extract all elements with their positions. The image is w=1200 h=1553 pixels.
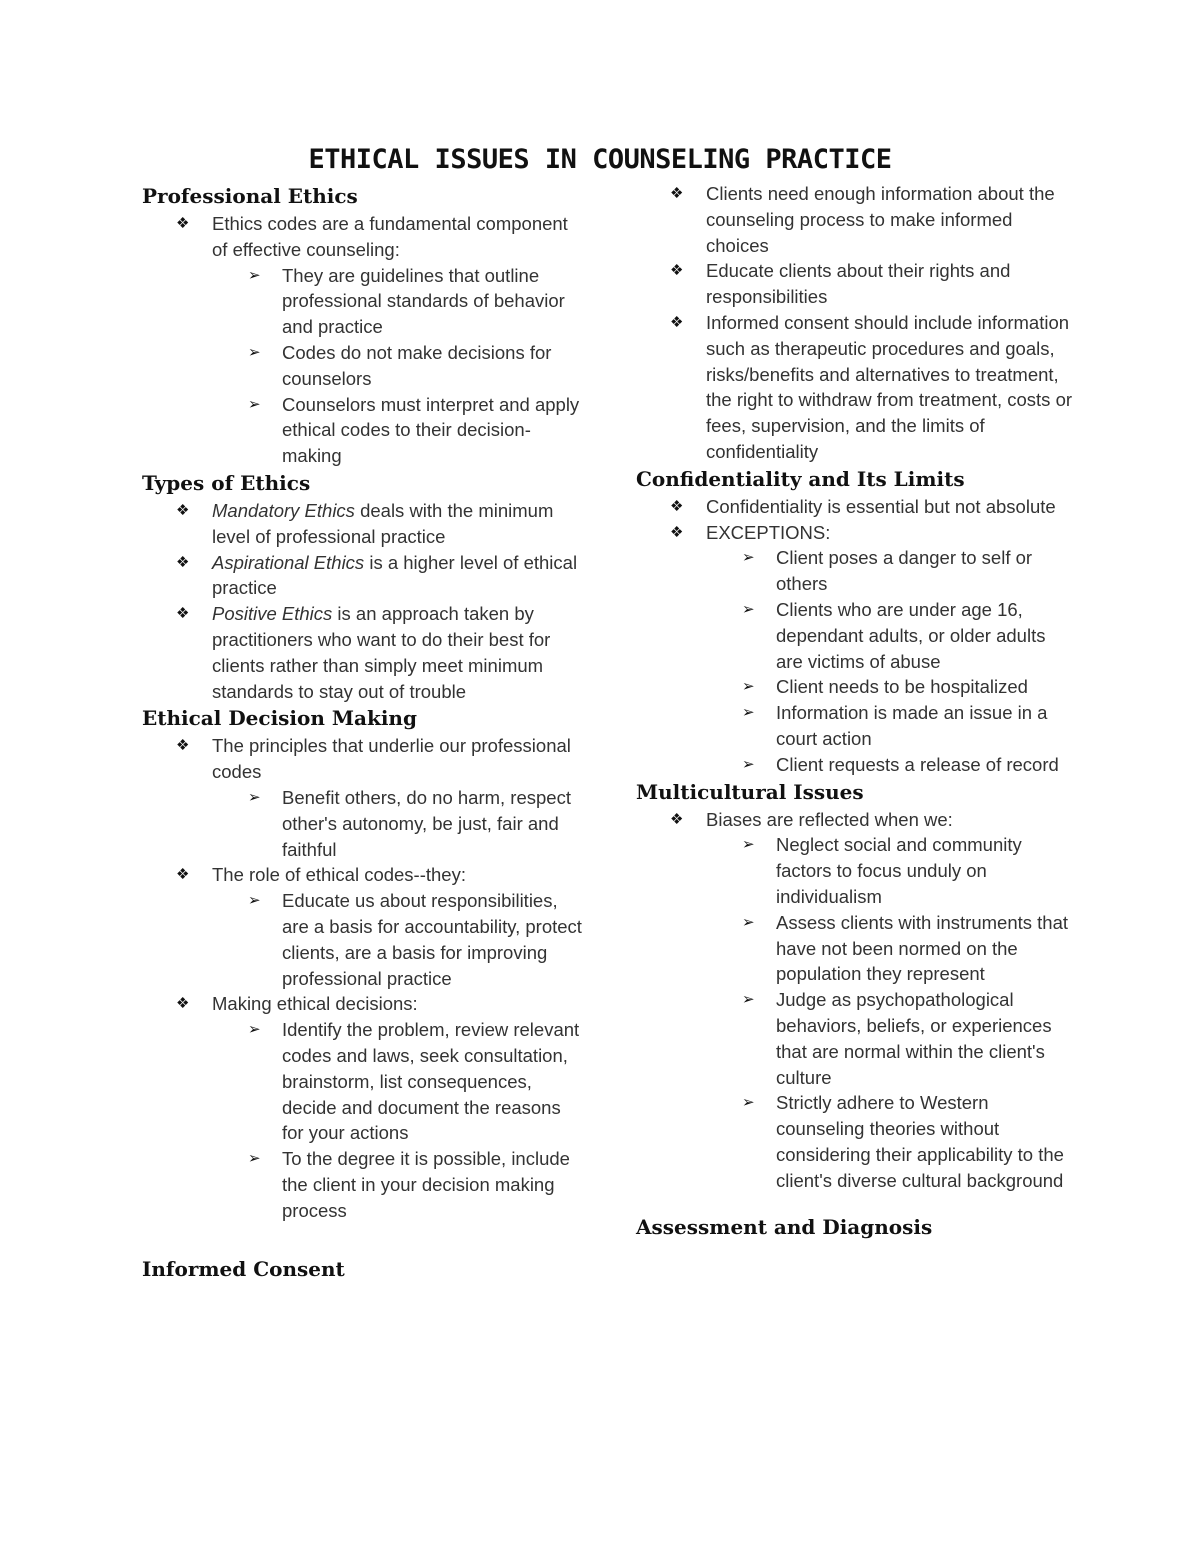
list-item: ❖ The principles that underlie our professional codes (176, 735, 571, 783)
list-item: ➢ Assess clients with instruments that have not been normed on the population they represent (742, 911, 1068, 985)
list-item: ➢ Codes do not make decisions for counselors (248, 341, 552, 389)
arrow-bullet-icon: ➢ (742, 836, 755, 854)
arrow-bullet-icon: ➢ (248, 343, 261, 361)
list-item: ➢ Educate us about responsibilities, are a basis for accountability, protect clients, are a basis for improving professional practice (248, 890, 582, 989)
list-item: ➢ Counselors must interpret and apply ethical codes to their decision-making (248, 393, 580, 467)
heading-ethical-decision-making: Ethical Decision Making (142, 706, 417, 731)
diamond-bullet-icon: ❖ (176, 553, 190, 571)
list-item: ❖ Biases are reflected when we: (636, 807, 1076, 833)
arrow-bullet-icon: ➢ (248, 892, 261, 910)
arrow-bullet-icon: ➢ (742, 913, 755, 931)
diamond-bullet-icon: ❖ (176, 995, 190, 1013)
arrow-bullet-icon: ➢ (248, 266, 261, 284)
arrow-bullet-icon: ➢ (248, 395, 261, 413)
diamond-bullet-icon: ❖ (176, 215, 190, 232)
arrow-bullet-icon: ➢ (248, 1021, 261, 1039)
list-item: ➢ Client needs to be hospitalized (636, 674, 1076, 700)
heading-professional-ethics: Professional Ethics (142, 184, 358, 208)
list-item: ❖ Informed consent should include information such as therapeutic procedures and goals, risks/benefits and alternatives to treatment, the right to withdraw from treatment, costs or fees, supervision, and the limits of confidentiality (670, 311, 1073, 462)
list-item: ➢ Client poses a danger to self or others (742, 547, 1033, 595)
arrow-bullet-icon: ➢ (742, 755, 755, 773)
list-item: ➢ Client requests a release of record (636, 752, 1076, 778)
professional-ethics-list (142, 211, 582, 469)
diamond-bullet-icon: ❖ (176, 501, 190, 519)
diamond-bullet-icon: ❖ (670, 262, 684, 280)
list-item: ➢ Information is made an issue in a court action (742, 702, 1048, 749)
arrow-bullet-icon: ➢ (248, 1150, 261, 1168)
list-item: ➢ Judge as psychopathological behaviors, beliefs, or experiences that are normal within the client's culture (742, 989, 1052, 1088)
page-title: ETHICAL ISSUES IN COUNSELING PRACTICE (308, 144, 892, 175)
arrow-bullet-icon: ➢ (742, 1094, 755, 1112)
diamond-bullet-icon: ❖ (670, 313, 684, 331)
heading-confidentiality: Confidentiality and Its Limits (636, 466, 965, 491)
left-column (142, 182, 582, 1284)
diamond-bullet-icon: ❖ (176, 737, 190, 755)
list-item: ➢ To the degree it is possible, include the client in your decision making process (248, 1148, 570, 1221)
spacer (636, 1193, 1076, 1213)
list-item: ❖ Clients need enough information about the counseling process to make informed choices (670, 183, 1055, 256)
confidentiality-list (636, 494, 1076, 778)
arrow-bullet-icon: ➢ (248, 788, 261, 806)
informed-consent-list (636, 181, 1076, 465)
diamond-bullet-icon: ❖ (176, 866, 190, 884)
list-item: ❖ Confidentiality is essential but not absolute (636, 494, 1076, 520)
arrow-bullet-icon: ➢ (742, 991, 755, 1009)
list-item: ➢ Clients who are under age 16, dependant adults, or older adults are victims of abuse (742, 598, 1046, 672)
list-item: ❖ Ethics codes are a fundamental component of effective counseling: (176, 213, 568, 260)
diamond-bullet-icon: ❖ (670, 810, 684, 828)
arrow-bullet-icon: ➢ (742, 704, 755, 722)
list-item: ❖ EXCEPTIONS: (636, 520, 1076, 546)
list-item: ❖ The role of ethical codes--they: (142, 862, 582, 888)
ethical-decision-making-list (142, 733, 582, 1223)
types-of-ethics-list (142, 498, 582, 704)
arrow-bullet-icon: ➢ (742, 549, 755, 567)
list-item: ❖ Mandatory Ethics deals with the minimum level of professional practice (176, 499, 554, 547)
list-item: ❖ Educate clients about their rights and responsibilities (670, 260, 1011, 308)
list-item: ➢ Benefit others, do no harm, respect other's autonomy, be just, fair and faithful (248, 786, 571, 860)
list-item: ❖ Aspirational Ethics is a higher level of ethical practice (176, 551, 578, 599)
diamond-bullet-icon: ❖ (670, 497, 684, 515)
list-item: ➢ Identify the problem, review relevant codes and laws, seek consultation, brainstorm, list consequences, decide and document the reasons for your actions (248, 1019, 580, 1144)
multicultural-list (636, 807, 1076, 1194)
heading-types-of-ethics: Types of Ethics (142, 470, 311, 495)
heading-informed-consent: Informed Consent (142, 1257, 345, 1282)
list-item: ➢ Strictly adhere to Western counseling theories without considering their applicability to the client's diverse cultural background (742, 1092, 1064, 1191)
right-column (636, 181, 1076, 1242)
list-item: ❖ Positive Ethics is an approach taken by practitioners who want to do their best for clients rather than simply meet minimum standards to stay out of trouble (176, 603, 551, 702)
spacer (142, 1223, 582, 1255)
diamond-bullet-icon: ❖ (670, 523, 684, 541)
list-item: ➢ They are guidelines that outline professional standards of behavior and practice (248, 264, 565, 338)
diamond-bullet-icon: ❖ (670, 185, 684, 202)
heading-assessment-diagnosis: Assessment and Diagnosis (636, 1215, 933, 1240)
arrow-bullet-icon: ➢ (742, 600, 755, 618)
list-item: ➢ Neglect social and community factors to focus unduly on individualism (742, 834, 1022, 907)
list-item: ❖ Making ethical decisions: (142, 991, 582, 1017)
diamond-bullet-icon: ❖ (176, 605, 190, 623)
heading-multicultural-issues: Multicultural Issues (636, 779, 864, 804)
arrow-bullet-icon: ➢ (742, 678, 755, 696)
